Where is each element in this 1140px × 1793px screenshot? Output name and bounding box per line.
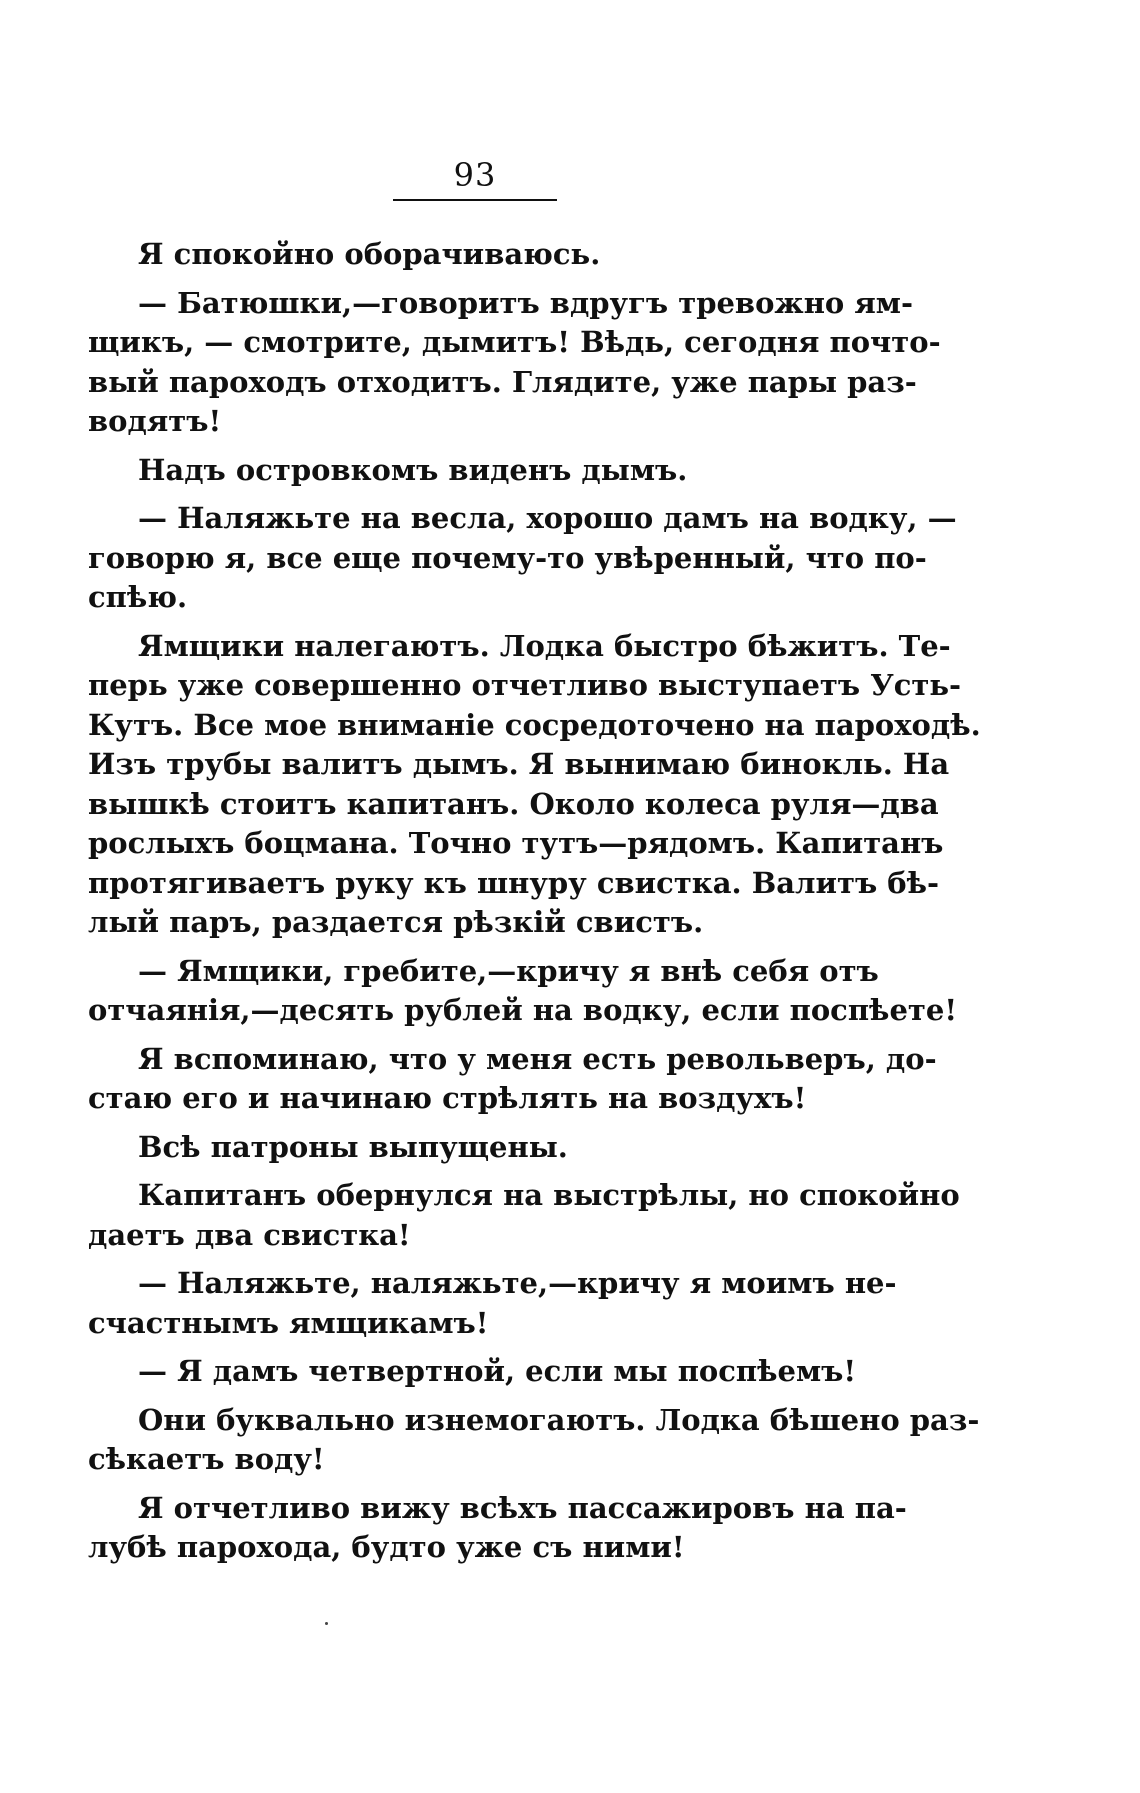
text-line: лубѣ парохода, будто уже съ ними!: [88, 1530, 685, 1564]
print-speck: [325, 1622, 328, 1625]
text-line: счастнымъ ямщикамъ!: [88, 1305, 489, 1340]
text-line: — Наляжьте на весла, хорошо дамъ на водку, —: [138, 501, 957, 535]
text-line: — Я дамъ четвертной, если мы поспѣемъ!: [138, 1354, 857, 1388]
text-line: перь уже совершенно отчетливо выступаетъ Усть-: [88, 668, 962, 702]
text-line: — Батюшки,—говоритъ вдругъ тревожно ям-: [138, 285, 914, 320]
text-line: Надъ островкомъ виденъ дымъ.: [138, 452, 688, 487]
text-line: Я спокойно оборачиваюсь.: [138, 237, 601, 271]
text-line: протягиваетъ руку къ шнуру свистка. Валитъ бѣ-: [88, 865, 940, 900]
text-line: Они буквально изнемогаютъ. Лодка бѣшено раз-: [138, 1402, 980, 1437]
text-line: сѣкаетъ воду!: [88, 1442, 325, 1476]
text-line: Изъ трубы валитъ дымъ. Я вынимаю бинокль. На: [88, 747, 950, 781]
text-line: Капитанъ обернулся на выстрѣлы, но спокойно: [138, 1178, 960, 1212]
header-rule: [393, 199, 557, 201]
text-line: стаю его и начинаю стрѣлять на воздухъ!: [88, 1081, 807, 1115]
text-line: говорю я, все еще почему-то увѣренный, что по-: [88, 540, 927, 575]
page-number: 93: [453, 156, 497, 194]
text-line: даетъ два свистка!: [88, 1217, 411, 1252]
text-line: отчаянія,—десять рублей на водку, если поспѣете!: [88, 993, 958, 1027]
text-line: вый пароходъ отходитъ. Глядите, уже пары раз-: [88, 364, 917, 399]
text-line: — Ямщики, гребите,—кричу я внѣ себя отъ: [138, 953, 879, 988]
text-line: щикъ, — смотрите, дымитъ! Вѣдь, сегодня почто-: [88, 325, 941, 359]
text-line: лый паръ, раздается рѣзкій свистъ.: [88, 905, 704, 939]
page-header: [390, 155, 560, 201]
text-line: — Наляжьте, наляжьте,—кричу я моимъ не-: [138, 1266, 897, 1300]
body-text: [88, 235, 981, 1564]
text-line: спѣю.: [88, 580, 188, 614]
text-line: Кутъ. Все мое вниманіе сосредоточено на пароходѣ.: [88, 707, 981, 742]
text-line: Всѣ патроны выпущены.: [138, 1129, 568, 1164]
text-line: водятъ!: [88, 404, 222, 438]
text-line: Я вспоминаю, что у меня есть револьверъ, до-: [138, 1041, 937, 1076]
text-line: Ямщики налегаютъ. Лодка быстро бѣжитъ. Те-: [138, 628, 951, 663]
text-line: вышкѣ стоитъ капитанъ. Около колеса руля—два: [88, 786, 939, 821]
text-line: рослыхъ боцмана. Точно тутъ—рядомъ. Капитанъ: [88, 826, 944, 860]
text-line: Я отчетливо вижу всѣхъ пассажировъ на па-: [138, 1490, 907, 1525]
